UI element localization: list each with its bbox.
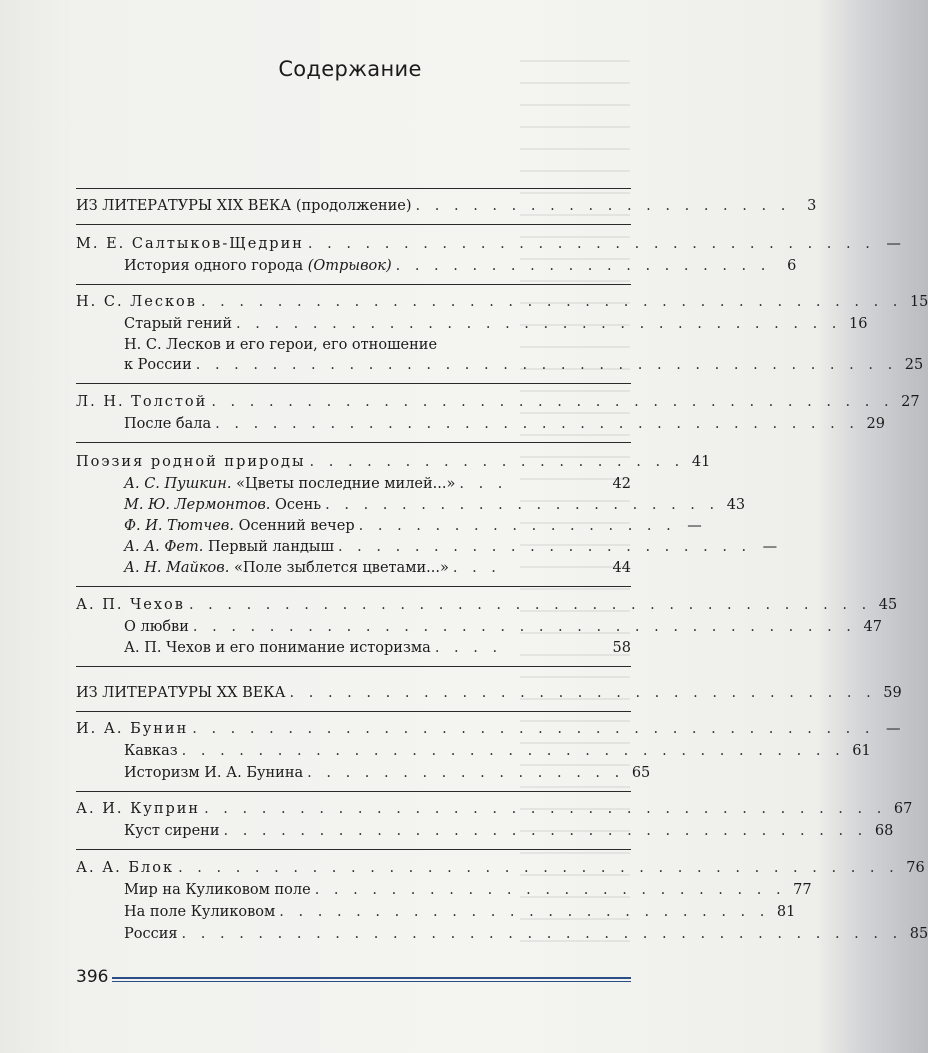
toc-work-kulikovo-world[interactable] (124, 880, 812, 900)
page-number: 396 (76, 967, 109, 987)
leader-dots: . . . . . . . . . . . . . . . . . . . . . . . . . . . . . . . . . . (223, 823, 868, 839)
toc-label: На поле Куликовом (124, 904, 276, 920)
toc-label: Старый гений (124, 316, 233, 332)
toc-page: — (762, 539, 778, 555)
toc-page: 59 (883, 685, 902, 701)
leader-dots: . . . . . . . . . . . . . . . . . . . . . . . . . . . . . . . . . . . . (192, 721, 875, 737)
divider (76, 284, 631, 285)
toc-author-blok[interactable] (76, 858, 925, 878)
leader-dots: . . . . . . . . . . . . . . . . . . . . . . . . . . . . . . . . . . . . (204, 801, 887, 817)
toc-label: М. Е. Салтыков-Щедрин (76, 236, 304, 252)
leader-dots: . . . . (434, 640, 503, 656)
toc-page: 47 (863, 619, 882, 635)
divider (76, 383, 631, 384)
leader-dots: . . . . . . . . . . . . . . . . . . . . . . (337, 539, 752, 555)
toc-label: Историзм И. А. Бунина (124, 765, 304, 781)
toc-page: 6 (787, 258, 797, 274)
leader-dots: . . . . . . . . . . . . . . . . . . . . (309, 454, 685, 470)
toc-work-leskov-heroes-line1[interactable]: Н. С. Лесков и его герои, его отношение (124, 337, 438, 353)
toc-work-about-love[interactable] (124, 617, 882, 637)
toc-label: Ф. И. Тютчев. Осенний вечер (124, 518, 355, 534)
toc-author-bunin[interactable] (76, 719, 901, 739)
toc-page: 85 (909, 926, 928, 942)
divider (76, 666, 631, 667)
page-footer (76, 967, 631, 987)
toc-page: 43 (726, 497, 746, 513)
toc-poem-maikov[interactable] (124, 558, 631, 578)
toc-work-caucasus[interactable] (124, 741, 871, 761)
toc-page: 68 (874, 823, 894, 839)
toc-page: 58 (612, 640, 631, 656)
toc-label: После бала (124, 416, 212, 432)
leader-dots: . . . . . . . . . . . . . . . . . . . . . . . . . . . . . . . . . . . . . (195, 357, 898, 373)
toc-page: 67 (893, 801, 913, 817)
toc-page: 15 (909, 294, 928, 310)
leader-dots: . . . . . . . . . . . . . . . . . . . . . . . . . . . . . . . . . . . (181, 743, 845, 759)
divider (76, 586, 631, 587)
leader-dots: . . . . . . . . . . . . . . . . . . . . . . . . . . . . . . (307, 236, 875, 252)
toc-label: М. Ю. Лермонтов. Осень (124, 497, 322, 513)
toc-page: 29 (866, 416, 885, 432)
toc-label: А. А. Фет. Первый ландыш (124, 539, 334, 555)
leader-dots: . . . . . . . . . . . . . . . . . . . . . . . . . . . . . . . . . . . . . . (178, 860, 899, 876)
toc-page: 45 (878, 597, 898, 613)
footer-rule (112, 981, 631, 982)
toc-page: 61 (852, 743, 871, 759)
toc-work-lilac-bush[interactable] (124, 821, 894, 841)
toc-author-tolstoy[interactable] (76, 392, 920, 412)
toc-page: 81 (776, 904, 796, 920)
toc-section-20th-century[interactable] (76, 683, 902, 703)
leader-dots: . . . . . . . . . . . . . . . . . (358, 518, 676, 534)
leader-dots: . . . . . . . . . . . . . . . . . (307, 765, 625, 781)
toc-page: 3 (807, 198, 817, 214)
toc-page: 27 (901, 394, 920, 410)
toc-label: А. С. Пушкин. «Цветы последние милей...» (124, 476, 456, 492)
toc-label: А. И. Куприн (76, 801, 201, 817)
toc-work-after-the-ball[interactable] (124, 414, 885, 434)
toc-page: 44 (612, 560, 631, 576)
toc-label: А. А. Блок (76, 860, 175, 876)
toc-label: История одного города (Отрывок) (124, 258, 392, 274)
leader-dots: . . . . . . . . . . . . . . . . . . . . . . . . . . . . . . . . (236, 316, 842, 332)
toc-label: Поэзия родной природы (76, 454, 306, 470)
divider (76, 442, 631, 443)
leader-dots: . . . . . . . . . . . . . . . . . . . . . . . . . . . . . . . . . . . . (188, 597, 872, 613)
toc-page: 76 (906, 860, 925, 876)
toc-work-leskov-heroes[interactable] (124, 355, 924, 375)
toc-page: — (886, 236, 901, 252)
toc-label: А. П. Чехов и его понимание историзма (124, 640, 431, 656)
toc-poem-fet[interactable] (124, 537, 778, 557)
divider (76, 188, 631, 189)
leader-dots: . . . . . . . . . . . . . . . . . . . . . . . . . . . . . . . . . . (215, 416, 859, 432)
toc-page: — (687, 518, 702, 534)
leader-dots: . . . . . . . . . . . . . . . . . . . . . . . . . . . . . . . . . . . . (211, 394, 894, 410)
leader-dots: . . . . . . . . . . . . . . . . . . . . . . . . . . . . . . . . . . . (192, 619, 856, 635)
toc-work-old-genius[interactable] (124, 314, 868, 334)
leader-dots: . . . . . . . . . . . . . . . . . . . . . . . . . . . . . . . . . . . . . (200, 294, 903, 310)
leader-dots: . . . (452, 560, 501, 576)
toc-label: ИЗ ЛИТЕРАТУРЫ XX ВЕКА (76, 685, 286, 701)
toc-label: О любви (124, 619, 189, 635)
toc-work-kulikovo-field[interactable] (124, 902, 796, 922)
toc-label: Куст сирени (124, 823, 220, 839)
toc-label: Кавказ (124, 743, 178, 759)
toc-author-leskov[interactable] (76, 292, 928, 312)
toc-label: Мир на Куликовом поле (124, 882, 311, 898)
toc-work-bunin-historicism[interactable] (124, 763, 651, 783)
toc-section-nature-poetry[interactable] (76, 452, 711, 472)
toc-page: 77 (793, 882, 812, 898)
toc-work-russia[interactable] (124, 924, 928, 944)
toc-poem-tyutchev[interactable] (124, 516, 702, 536)
toc-poem-pushkin[interactable] (124, 474, 631, 494)
leader-dots: . . . (459, 476, 508, 492)
toc-work-chekhov-historicism[interactable] (124, 638, 631, 658)
page-title: Содержание (278, 57, 422, 81)
toc-page: 25 (904, 357, 924, 373)
toc-poem-lermontov[interactable] (124, 495, 746, 515)
toc-page: 16 (848, 316, 868, 332)
toc-label: А. Н. Майков. «Поле зыблется цветами...» (124, 560, 449, 576)
toc-label: И. А. Бунин (76, 721, 189, 737)
toc-author-kuprin[interactable] (76, 799, 913, 819)
toc-label: ИЗ ЛИТЕРАТУРЫ XIX ВЕКА (продолжение) (76, 198, 412, 214)
footer-rule (112, 977, 631, 979)
leader-dots: . . . . . . . . . . . . . . . . . . . . . . . . . . . . . . . (289, 685, 876, 701)
toc-page: 65 (631, 765, 651, 781)
toc-page: — (886, 721, 901, 737)
divider (76, 711, 631, 712)
toc-section-19th-century[interactable] (76, 196, 817, 216)
toc-label: Россия (124, 926, 178, 942)
toc-author-saltykov[interactable] (76, 234, 901, 254)
leader-dots: . . . . . . . . . . . . . . . . . . . . . . . . . . (279, 904, 770, 920)
toc-page: 42 (612, 476, 631, 492)
leader-dots: . . . . . . . . . . . . . . . . . . . . . (325, 497, 720, 513)
leader-dots: . . . . . . . . . . . . . . . . . . . . . . . . . (314, 882, 786, 898)
leader-dots: . . . . . . . . . . . . . . . . . . . . (415, 198, 791, 214)
toc-label: Л. Н. Толстой (76, 394, 208, 410)
toc-page: 41 (691, 454, 711, 470)
leader-dots: . . . . . . . . . . . . . . . . . . . . . . . . . . . . . . . . . . . . . . (181, 926, 903, 942)
toc-author-chekhov[interactable] (76, 595, 898, 615)
toc-label: Н. С. Лесков (76, 294, 197, 310)
divider (76, 791, 631, 792)
toc-label: А. П. Чехов (76, 597, 185, 613)
divider (76, 224, 631, 225)
leader-dots: . . . . . . . . . . . . . . . . . . . . (395, 258, 771, 274)
toc-work-history-of-a-town[interactable] (124, 256, 797, 276)
divider (76, 849, 631, 850)
toc-label: к России (124, 357, 192, 373)
